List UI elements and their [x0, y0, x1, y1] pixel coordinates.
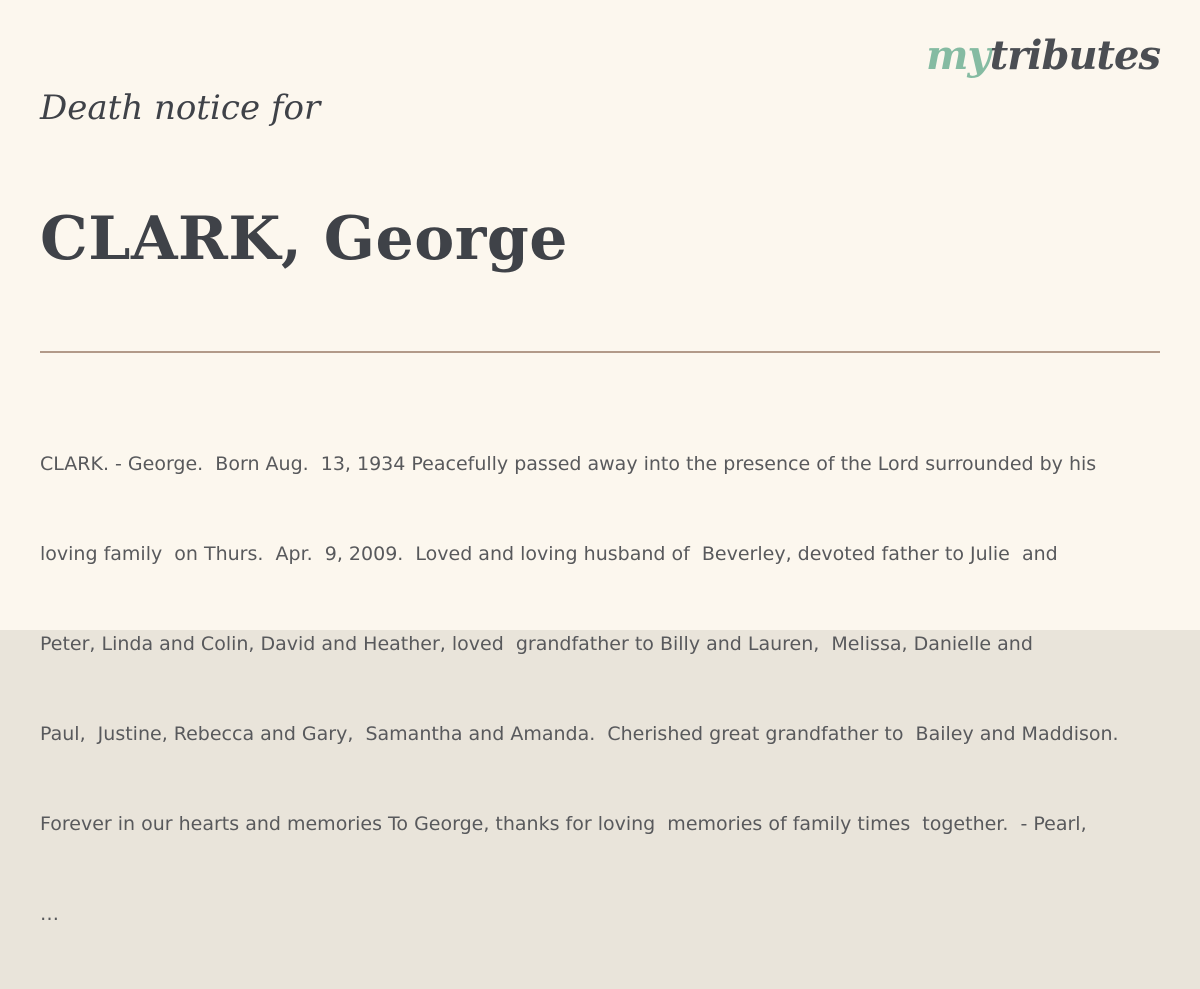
notice-line-3: Peter, Linda and Colin, David and Heather, loved grandfather to Billy and Lauren, Melissa, Danielle and [40, 633, 1033, 655]
deceased-name-title: CLARK, George [40, 204, 568, 274]
notice-line-1: CLARK. - George. Born Aug. 13, 1934 Peacefully passed away into the presence of the Lord surrounded by his [40, 453, 1097, 475]
death-notice-for-label: Death notice for [40, 88, 321, 128]
logo-tributes-text: tributes [989, 32, 1160, 79]
notice-line-4: Paul, Justine, Rebecca and Gary, Samantha and Amanda. Cherished great grandfather to Bailey and Maddison. [40, 723, 1119, 745]
mytributes-logo [926, 30, 1160, 82]
notice-truncation-ellipsis: … [40, 903, 59, 925]
notice-line-2: loving family on Thurs. Apr. 9, 2009. Loved and loving husband of Beverley, devoted father to Julie and [40, 543, 1058, 565]
notice-line-5: Forever in our hearts and memories To George, thanks for loving memories of family times together. - Pearl, [40, 813, 1087, 835]
divider-line [40, 351, 1160, 353]
logo-my-text: my [926, 32, 990, 79]
notice-body [40, 389, 1190, 989]
